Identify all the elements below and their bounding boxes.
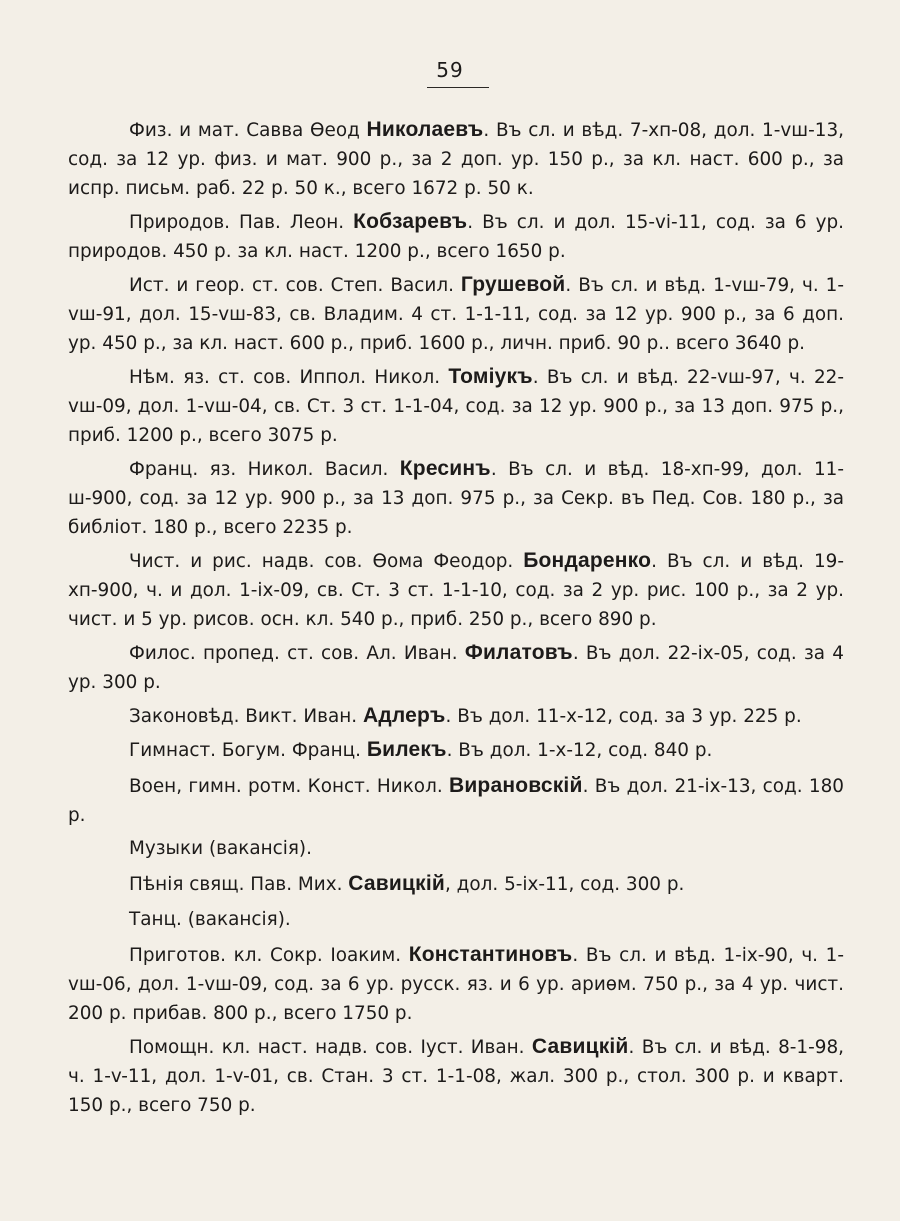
staff-entry	[68, 207, 844, 266]
entry-details: . Въ дол. 21-іх-13, сод. 180 р.	[68, 776, 844, 826]
staff-entry	[68, 638, 844, 697]
page-number-rule	[427, 87, 489, 88]
entry-details: . Въ сл. и вѣд. 7-хп-08, дол. 1-vш-13, сод. за 12 ур. физ. и мат. 900 р., за 2 доп. ур. 150 р., за кл. наст. 600 р., за испр. письм. раб. 22 р. 50 к., всего 1672 р. 50 к.	[68, 120, 844, 199]
page-number: 59	[436, 58, 464, 82]
entry-details: . Въ сл. и вѣд. 19-хп-900, ч. и дол. 1-іх-09, св. Ст. 3 ст. 1-1-10, сод. за 2 ур. рис. 100 р., за 2 ур. чист. и 5 ур. рисов. осн. кл. 540 р., приб. 250 р., всего 890 р.	[68, 551, 844, 630]
staff-entry	[68, 701, 844, 731]
entry-surname: Адлеръ	[362, 704, 446, 727]
staff-entry-vacancy	[68, 834, 844, 863]
entry-lead: Природов. Пав. Леон.	[129, 212, 354, 233]
entry-lead: Воен, гимн. ротм. Конст. Никол.	[129, 776, 449, 797]
entry-surname: Вирановскій	[448, 774, 583, 797]
entry-lead: Помощн. кл. наст. надв. сов. Іуст. Иван.	[129, 1037, 532, 1058]
entry-lead: Танц. (вакансія).	[129, 909, 291, 930]
staff-entry	[68, 270, 844, 358]
entry-surname: Кресинъ	[399, 457, 491, 480]
staff-entry	[68, 115, 844, 203]
staff-entry	[68, 735, 844, 765]
entry-surname: Кобзаревъ	[353, 210, 468, 233]
entry-surname: Савицкій	[531, 1035, 629, 1058]
entry-surname: Бондаренко	[523, 549, 652, 572]
entry-surname: Константиновъ	[408, 943, 573, 966]
entry-lead: Гимнаст. Богум. Франц.	[129, 740, 367, 761]
staff-list	[68, 115, 844, 1124]
entry-lead: Законовѣд. Викт. Иван.	[129, 706, 363, 727]
entry-surname: Савицкій	[348, 872, 445, 895]
staff-entry	[68, 940, 844, 1028]
entry-lead: Приготов. кл. Сокр. Іоаким.	[129, 945, 409, 966]
entry-details: . Въ сл. и вѣд. 22-vш-97, ч. 22-vш-09, дол. 1-vш-04, св. Ст. 3 ст. 1-1-04, сод. за 12 ур. 900 р., за 13 доп. 975 р., приб. 1200 р., всего 3075 р.	[68, 367, 844, 446]
entry-lead: Ист. и геор. ст. сов. Степ. Васил.	[129, 275, 461, 296]
staff-entry	[68, 1032, 844, 1120]
entry-lead: Филос. пропед. ст. сов. Ал. Иван.	[129, 643, 465, 664]
staff-entry	[68, 546, 844, 634]
entry-details: . Въ сл. и вѣд. 1-vш-79, ч. 1-vш-91, дол. 15-vш-83, св. Владим. 4 ст. 1-1-11, сод. за 12 ур. 900 р., за 6 доп. ур. 450 р., за кл. наст. 600 р., приб. 1600 р., личн. приб. 90 р.. всего 3640 р.	[68, 275, 844, 354]
entry-details: . Въ сл. и дол. 15-vi-11, сод. за 6 ур. природов. 450 р. за кл. наст. 1200 р., всего 1650 р.	[68, 212, 844, 262]
entry-surname: Николаевъ	[366, 118, 484, 141]
entry-lead: Пѣнія свящ. Пав. Мих.	[129, 874, 349, 895]
entry-details: . Въ сл. и вѣд. 18-хп-99, дол. 11-ш-900, сод. за 12 ур. 900 р., за 13 доп. 975 р., за Секр. въ Пед. Сов. 180 р., за библіот. 180 р., всего 2235 р.	[68, 459, 844, 538]
entry-details: . Въ дол. 11-х-12, сод. за 3 ур. 225 р.	[445, 706, 802, 727]
entry-lead: Франц. яз. Никол. Васил.	[129, 459, 400, 480]
staff-entry	[68, 362, 844, 450]
entry-surname: Билекъ	[366, 738, 447, 761]
entry-surname: Филатовъ	[464, 641, 573, 664]
entry-surname: Томіукъ	[448, 365, 533, 388]
entry-lead: Музыки (вакансія).	[129, 838, 312, 859]
entry-details: . Въ дол. 1-х-12, сод. 840 р.	[446, 740, 713, 761]
entry-details: , дол. 5-іх-11, сод. 300 р.	[444, 874, 685, 895]
entry-details: . Въ сл. и вѣд. 1-іх-90, ч. 1-vш-06, дол. 1-vш-09, сод. за 6 ур. русск. яз. и 6 ур. ариѳм. 750 р., за 4 ур. чист. 200 р. прибав. 800 р., всего 1750 р.	[68, 945, 845, 1024]
entry-details: . Въ дол. 22-іх-05, сод. за 4 ур. 300 р.	[68, 643, 845, 693]
entry-surname: Грушевой	[460, 273, 566, 296]
staff-entry	[68, 454, 844, 542]
staff-entry-vacancy	[68, 905, 844, 934]
entry-lead: Чист. и рис. надв. сов. Өома Феодор.	[129, 551, 524, 572]
staff-entry	[68, 771, 844, 830]
entry-details: . Въ сл. и вѣд. 8-1-98, ч. 1-v-11, дол. 1-v-01, св. Стан. 3 ст. 1-1-08, жал. 300 р., стол. 300 р. и кварт. 150 р., всего 750 р.	[68, 1037, 845, 1116]
entry-lead: Нѣм. яз. ст. сов. Иппол. Никол.	[129, 367, 449, 388]
entry-lead: Физ. и мат. Савва Өеод	[129, 120, 367, 141]
staff-entry	[68, 869, 844, 899]
